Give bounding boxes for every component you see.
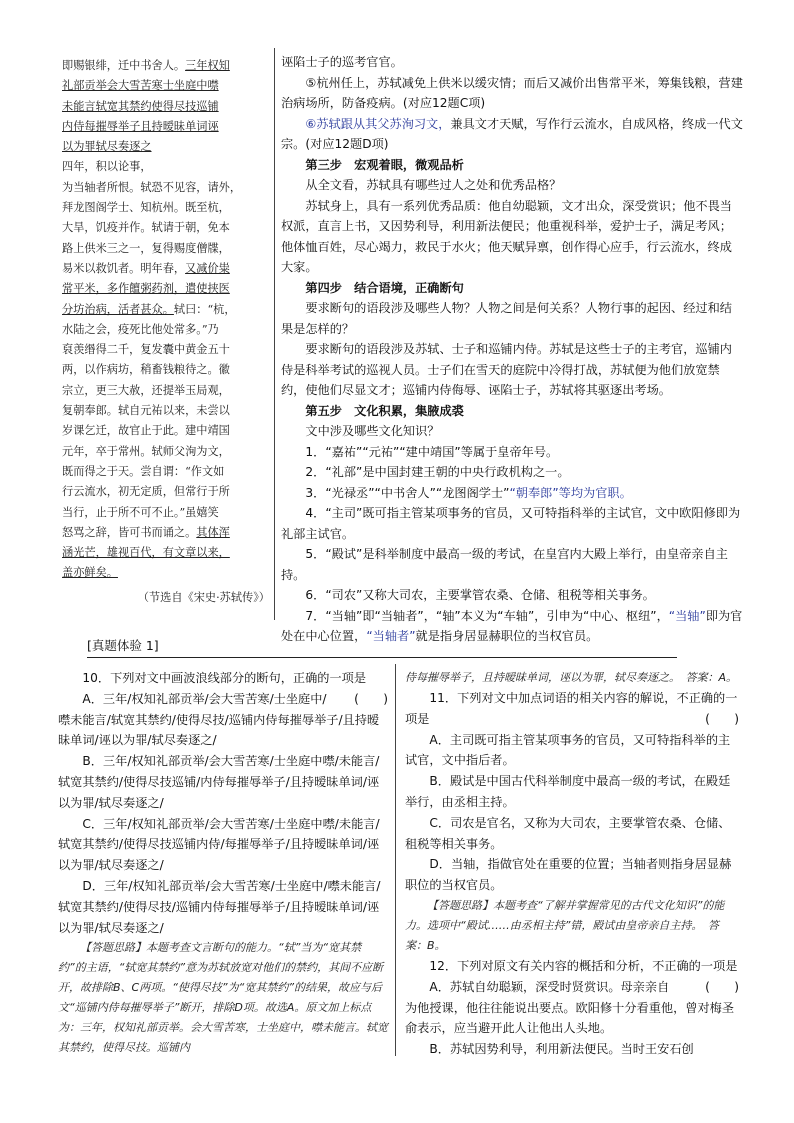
plain-text: 元年，卒于常州。轼师父洵为文， (62, 444, 230, 458)
classical-line (62, 320, 270, 340)
classical-text (62, 56, 270, 608)
plain-text: 易米以救饥者。明年春， (62, 261, 186, 275)
wavy-underlined-text: 分坊治病，活者甚众。 (62, 302, 174, 316)
wavy-underlined-text: 三年权知 (185, 59, 230, 72)
classical-line (62, 178, 270, 198)
point-6-rest: 兼具文才天赋，写作行云流水，自成风格，终成一代文宗。(对应12题D项) (281, 116, 743, 151)
wavy-underlined-text: 盖亦鲜矣。 (62, 566, 118, 580)
plain-text: 行云流水，初无定质，但常行于所 (62, 485, 230, 499)
plain-text: 岁课乞迁，故官止于此。建中靖国 (62, 424, 230, 438)
option-a: A．苏轼自幼聪颖，深受时贤赏识。母亲亲自为他授课，他往往能说出要点。欧阳修十分看重他，曾对梅圣俞表示，应当避开此人让他出人头地。 (405, 979, 735, 1036)
step-3-question: 从全文看，苏轼具有哪些过人之处和优秀品格？ (305, 178, 562, 192)
classical-line (62, 218, 270, 238)
knowledge-7-e: 就是指身居显赫职位的当权官员。 (415, 629, 599, 643)
classical-line (62, 401, 270, 421)
plain-text: 即赐银绯，迁中书舍人。 (62, 59, 186, 72)
classical-line (62, 482, 270, 502)
plain-text: 既而得之于天。尝自谓：“作文如 (62, 464, 225, 478)
classical-line (62, 56, 270, 76)
knowledge-7-b: “当轴” (668, 608, 706, 623)
classical-line (62, 462, 270, 482)
classical-line (62, 360, 270, 380)
wavy-underlined-text: 未能言轼宽其禁约使得尽技巡铺 (62, 99, 219, 113)
option-b: B．殿试是中国古代科举制度中最高一级的考试，在殿廷举行，由丞相主持。 (405, 774, 731, 809)
question-10-stem (58, 668, 388, 706)
knowledge-7-a: 7．“当轴”即“当轴者”，“轴”本义为“车轴”，引申为“中心、枢纽”， (305, 608, 669, 623)
plain-text: 轼曰：“杭， (173, 302, 236, 316)
knowledge-6: 6．“司农”又称大司农，主要掌管农桑、仓储、租税等相关事务。 (305, 588, 655, 602)
classical-line (62, 442, 270, 462)
answer-paren: ( ) (705, 711, 739, 726)
knowledge-1: 1．“嘉祐”“元祐”“建中靖国”等属于皇帝年号。 (305, 444, 559, 459)
step-5-title: 第五步 文化积累，集腋成裘 (305, 403, 464, 418)
wavy-underlined-text: 常平米，多作饘粥药剂，遣使挟医 (62, 282, 230, 296)
wavy-underlined-text: 内侍每摧辱举子且持暧昧单词诬 (62, 119, 219, 133)
text-line: 诬陷士子的巡考官官。 (281, 55, 403, 69)
step-3-answer: 苏轼身上，具有一系列优秀品质：他自幼聪颖，文才出众，深受赏识；他不畏当权派，直言上书，又因势利导，利用新法便民；他重视科举，爱护士子，满足考风；他体恤百姓，尽心竭力，救民于水火；他天赋异禀，创作得心应手，行云流水，终成大家。 (281, 198, 732, 274)
knowledge-7-c: 即为官处在中心位置， (281, 608, 743, 643)
analysis-steps (281, 52, 743, 647)
classical-line (62, 117, 270, 137)
classical-line (62, 259, 270, 279)
plain-text: 拜龙图阁学士、知杭州。既至杭， (62, 201, 230, 215)
classical-line (62, 523, 270, 543)
bottom-column-divider (395, 664, 396, 1056)
knowledge-2: 2．“礼部”是中国封建王朝的中央行政机构之一。 (305, 465, 570, 479)
top-column-divider (274, 48, 275, 620)
plain-text: 两，以作病坊，稍畜钱粮待之。徽 (62, 363, 230, 377)
section-heading (87, 636, 677, 658)
knowledge-3 (281, 483, 743, 504)
option-a: A．主司既可指主管某项事务的官员，又可特指科举的主试官，文中指后者。 (405, 732, 731, 768)
classical-line (62, 381, 270, 401)
answer-paren: ( ) (354, 691, 388, 706)
question-10 (58, 668, 388, 1058)
step-4-answer: 要求断句的语段涉及苏轼、士子和巡铺内侍。苏轼是这些士子的主考官，巡铺内侍是科举考试的巡视人员。士子们在雪天的庭院中冷得打战，苏轼便为他们放宽禁约，使他们尽显文才；巡铺内侍侮辱、诬陷士子，苏轼将其驱逐出考场。 (281, 342, 732, 397)
wavy-underlined-text: 以为罪轼尽奏逐之 (62, 140, 152, 154)
knowledge-5: 5．“殿试”是科举制度中最高一级的考试，在皇宫内大殿上举行，由皇帝亲自主持。 (281, 547, 728, 582)
classical-line (62, 503, 270, 523)
question-11-text: 11．下列对文中加点词语的相关内容的解说，不正确的一项是 (405, 691, 738, 726)
wavy-underlined-text: 涵光芒，雄视百代，有文章以来， (62, 546, 230, 560)
plain-text: 大旱，饥疫并作。轼请于朝，免本 (62, 221, 230, 235)
plain-text: 复朝奉郎。轼自元祐以来，未尝以 (62, 404, 230, 418)
option-c: C．三年/权知礼部贡举/会大雪苦寒/士坐庭中噤/未能言/轼宽其禁约/使得尽技巡铺内侍/每摧辱举子/且持暧昧单词/诬以为罪/轼尽奏逐之/ (58, 816, 380, 873)
classical-line (62, 300, 270, 320)
source-citation: （节选自《宋史·苏轼传》） (137, 590, 270, 604)
classical-line (62, 340, 270, 360)
classical-line (62, 279, 270, 299)
point-6 (281, 114, 743, 155)
wavy-underlined-text: 其体浑 (196, 525, 230, 539)
plain-text: 路上供米三之一，复得赐度僧牒， (62, 241, 230, 255)
step-3-title: 第三步 宏观着眼，微观品析 (305, 157, 464, 172)
plain-text: 宗立，更三大赦，还提举玉局观， (62, 383, 230, 397)
question-12-stem (405, 956, 739, 994)
analysis-11: 【答题思路】本题考查“了解并掌握常见的古代文化知识”的能力。选项中“殿试……由丞相主持”错，殿试由皇帝亲自主持。 答案：B。 (405, 898, 725, 952)
wavy-underlined-text: 又减价粜 (185, 261, 230, 275)
questions-11-12 (405, 668, 739, 1060)
plain-text: 四年，积以论事， (62, 160, 152, 174)
option-c: C．司农是官名，又称为大司农，主要掌管农桑、仓储、租税等相关事务。 (405, 815, 731, 851)
option-d: D．三年/权知礼部贡举/会大雪苦寒/士坐庭中/噤未能言/轼宽其禁约/使得尽技/巡铺内侍每摧辱举子/且持暧昧单词/诬以为罪/轼尽奏逐之/ (58, 878, 381, 935)
classical-line (62, 137, 270, 157)
knowledge-3-b: “朝奉郎”等均为官职。 (509, 485, 632, 500)
step-4-question: 要求断句的语段涉及哪些人物？人物之间是何关系？人物行事的起因、经过和结果是怎样的？ (281, 301, 732, 336)
classical-line (62, 239, 270, 259)
classical-line (62, 76, 270, 96)
knowledge-3-a: 3．“光禄丞”“中书舍人”“龙图阁学士” (305, 485, 510, 500)
classical-line (62, 421, 270, 441)
section-heading-label: [真题体验 1] (87, 638, 159, 653)
point-6-highlight: ⑥苏轼跟从其父苏洵习文， (305, 116, 451, 131)
question-11-stem (405, 688, 739, 730)
knowledge-4: 4．“主司”既可指主管某项事务的官员，又可特指科举的主试官，文中欧阳修即为礼部主试官。 (281, 506, 741, 541)
plain-text: 怒骂之辞，皆可书而诵之。 (62, 525, 197, 539)
classical-line (62, 563, 270, 583)
plain-text: 为当轴者所恨。轼恐不见容，请外， (62, 180, 242, 194)
answer-10-continued: 侍每摧辱举子，且持暧昧单词，诬以为罪，轼尽奏逐之。 答案：A。 (405, 671, 738, 684)
classical-line (62, 543, 270, 563)
plain-text: 水陆之会，疫死比他处常多。”乃 (62, 322, 219, 336)
knowledge-7-d: “当轴者” (366, 629, 416, 643)
plain-text: 当行，止于所不可不止。”虽嬉笑 (62, 505, 219, 519)
classical-line (62, 198, 270, 218)
plain-text: 裒羡缗得二千，复发囊中黄金五十 (62, 343, 230, 357)
analysis-10: 【答题思路】本题考查文言断句的能力。“轼”当为“宽其禁约”的主语，“轼宽其禁约”意为苏轼放宽对他们的禁约，其间不应断开，故排除B、C两项。“使得尽技”为“宽其禁约”的结果，故应与后文“巡铺内侍每摧辱举子”断开，排除D项。故选A。原文加上标点为：三年，权知礼部贡举。会大雪苦寒，士坐庭中，噤未能言。轼宽其禁约，使得尽技。巡铺内 (58, 941, 388, 1055)
option-b: B．苏轼因势利导，利用新法便民。当时王安石创 (429, 1042, 694, 1057)
classical-line (62, 97, 270, 117)
question-12-text: 12．下列对原文有关内容的概括和分析，不正确的一项是 (429, 958, 738, 973)
point-5: ⑤杭州任上，苏轼减免上供米以缓灾情；而后又减价出售常平米，筹集钱粮，营建治病场所，防备疫病。(对应12题C项) (281, 75, 743, 110)
step-5-question: 文中涉及哪些文化知识？ (305, 424, 440, 438)
option-a: A．三年/权知礼部贡举/会大雪苦寒/士坐庭中/噤未能言/轼宽其禁约/使得尽技/巡铺内侍每摧辱举子/且持暧昧单词/诬以为罪/轼尽奏逐之/ (58, 691, 380, 748)
answer-paren: ( ) (705, 979, 739, 994)
classical-line (62, 157, 270, 177)
wavy-underlined-text: 礼部贡举会大雪苦寒士坐庭中噤 (62, 79, 219, 93)
step-4-title: 第四步 结合语境，正确断句 (305, 280, 464, 295)
option-b: B．三年/权知礼部贡举/会大雪苦寒/士坐庭中噤/未能言/轼宽其禁约/使得尽技巡铺/内侍每摧辱举子/且持暧昧单词/诬以为罪/轼尽奏逐之/ (58, 754, 380, 810)
option-d: D．当轴，指做官处在重要的位置；当轴者则指身居显赫职位的当权官员。 (405, 857, 732, 893)
question-10-text: 10．下列对文中画波浪线部分的断句，正确的一项是 (82, 671, 367, 685)
